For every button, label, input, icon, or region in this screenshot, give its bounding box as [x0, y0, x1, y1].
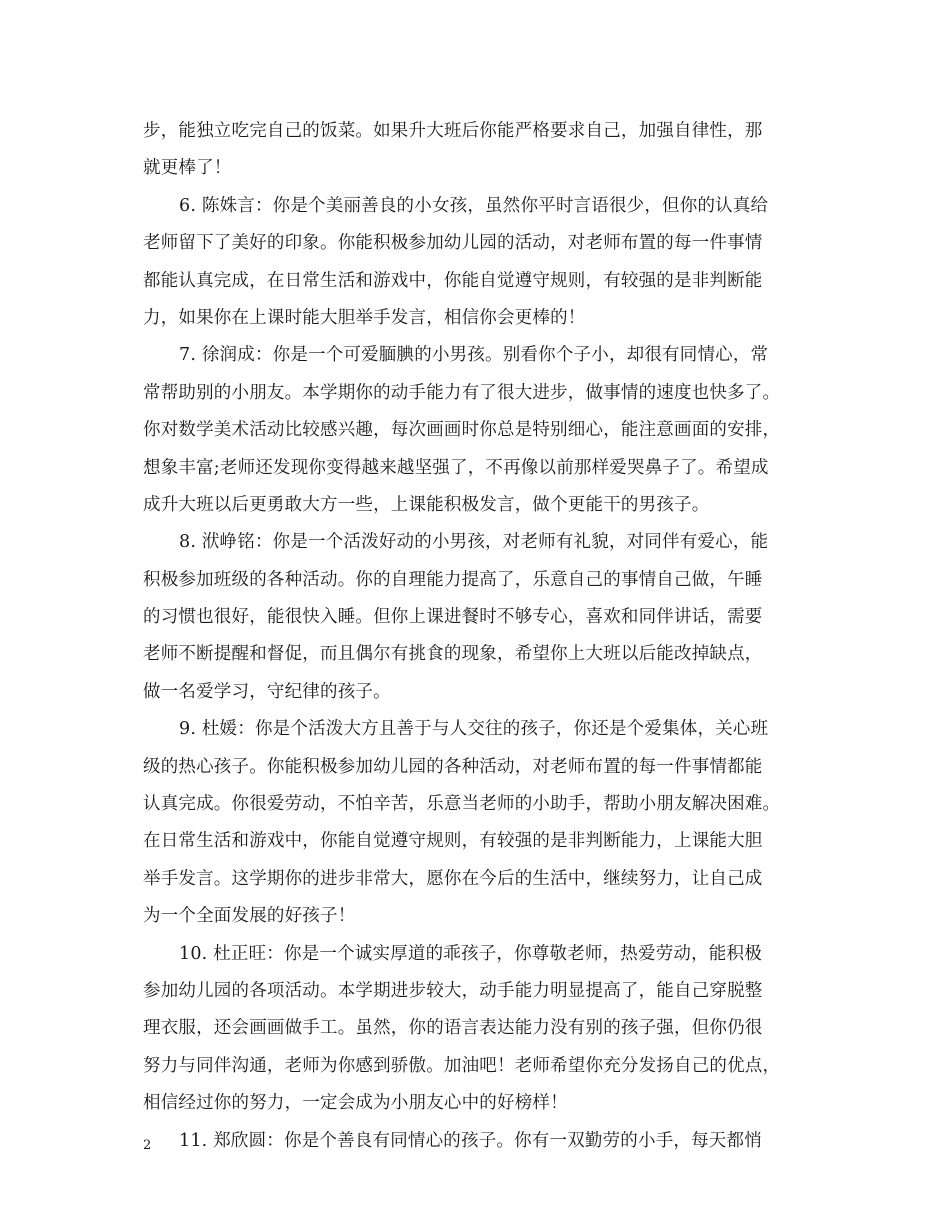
paragraph-first-line: 9. 杜媛：你是个活泼大方且善于与人交往的孩子，你还是个爱集体，关心班: [179, 719, 769, 740]
paragraph-line: 老师不断提醒和督促，而且偶尔有挑食的现象，希望你上大班以后能改掉缺点，: [143, 644, 763, 665]
page-number: 2: [143, 1138, 152, 1153]
paragraph-line: 都能认真完成，在日常生活和游戏中，你能自觉遵守规则，有较强的是非判断能: [143, 270, 763, 291]
paragraph-line: 在日常生活和游戏中，你能自觉遵守规则，有较强的是非判断能力，上课能大胆: [143, 831, 763, 852]
paragraph-first-line: 7. 徐润成：你是一个可爱腼腆的小男孩。别看你个子小，却很有同情心，常: [179, 345, 769, 366]
paragraph-line: 参加幼儿园的各项活动。本学期进步较大，动手能力明显提高了，能自己穿脱整: [143, 980, 763, 1001]
paragraph-line: 的习惯也很好，能很快入睡。但你上课进餐时不够专心，喜欢和同伴讲话，需要: [143, 607, 763, 628]
paragraph-line: 努力与同伴沟通，老师为你感到骄傲。加油吧！老师希望你充分发扬自己的优点，: [143, 1055, 781, 1076]
paragraph-line: 成升大班以后更勇敢大方一些，上课能积极发言，做个更能干的男孩子。: [143, 494, 710, 515]
paragraph-line: 做一名爱学习，守纪律的孩子。: [143, 681, 391, 702]
paragraph-line: 级的热心孩子。你能积极参加幼儿园的各种活动，对老师布置的每一件事情都能: [143, 756, 763, 777]
paragraph-first-line: 6. 陈姝言：你是个美丽善良的小女孩，虽然你平时言语很少，但你的认真给: [179, 195, 769, 216]
paragraph-first-line: 11. 郑欣圆：你是个善良有同情心的孩子。你有一双勤劳的小手，每天都悄: [179, 1130, 762, 1151]
paragraph-line: 老师留下了美好的印象。你能积极参加幼儿园的活动，对老师布置的每一件事情: [143, 233, 763, 254]
paragraph-line: 相信经过你的努力，一定会成为小朋友心中的好榜样！: [143, 1093, 568, 1114]
paragraph-line: 常帮助别的小朋友。本学期你的动手能力有了很大进步，做事情的速度也快多了。: [143, 382, 781, 403]
paragraph-line: 力，如果你在上课时能大胆举手发言，相信你会更棒的！: [143, 307, 586, 328]
paragraph-first-line: 8. 洑峥铭：你是一个活泼好动的小男孩，对老师有礼貌，对同伴有爱心，能: [179, 532, 769, 553]
paragraph-line: 理衣服，还会画画做手工。虽然，你的语言表达能力没有别的孩子强，但你仍很: [143, 1018, 763, 1039]
paragraph-line: 想象丰富;老师还发现你变得越来越坚强了，不再像以前那样爱哭鼻子了。希望成: [143, 457, 769, 478]
paragraph-line: 为一个全面发展的好孩子！: [143, 906, 356, 927]
paragraph-line: 举手发言。这学期你的进步非常大，愿你在今后的生活中，继续努力，让自己成: [143, 868, 763, 889]
paragraph-line: 积极参加班级的各种活动。你的自理能力提高了，乐意自己的事情自己做，午睡: [143, 569, 763, 590]
document-body: [143, 113, 813, 1160]
paragraph-line: 你对数学美术活动比较感兴趣，每次画画时你总是特别细心，能注意画面的安排，: [143, 420, 781, 441]
paragraph-line: 步，能独立吃完自己的饭菜。如果升大班后你能严格要求自己，加强自律性，那: [143, 121, 763, 141]
paragraph-line: 就更棒了！: [143, 158, 232, 179]
paragraph-line: 认真完成。你很爱劳动，不怕辛苦，乐意当老师的小助手，帮助小朋友解决困难。: [143, 794, 781, 815]
paragraph-first-line: 10. 杜正旺：你是一个诚实厚道的乖孩子，你尊敬老师，热爱劳动，能积极: [179, 943, 762, 964]
